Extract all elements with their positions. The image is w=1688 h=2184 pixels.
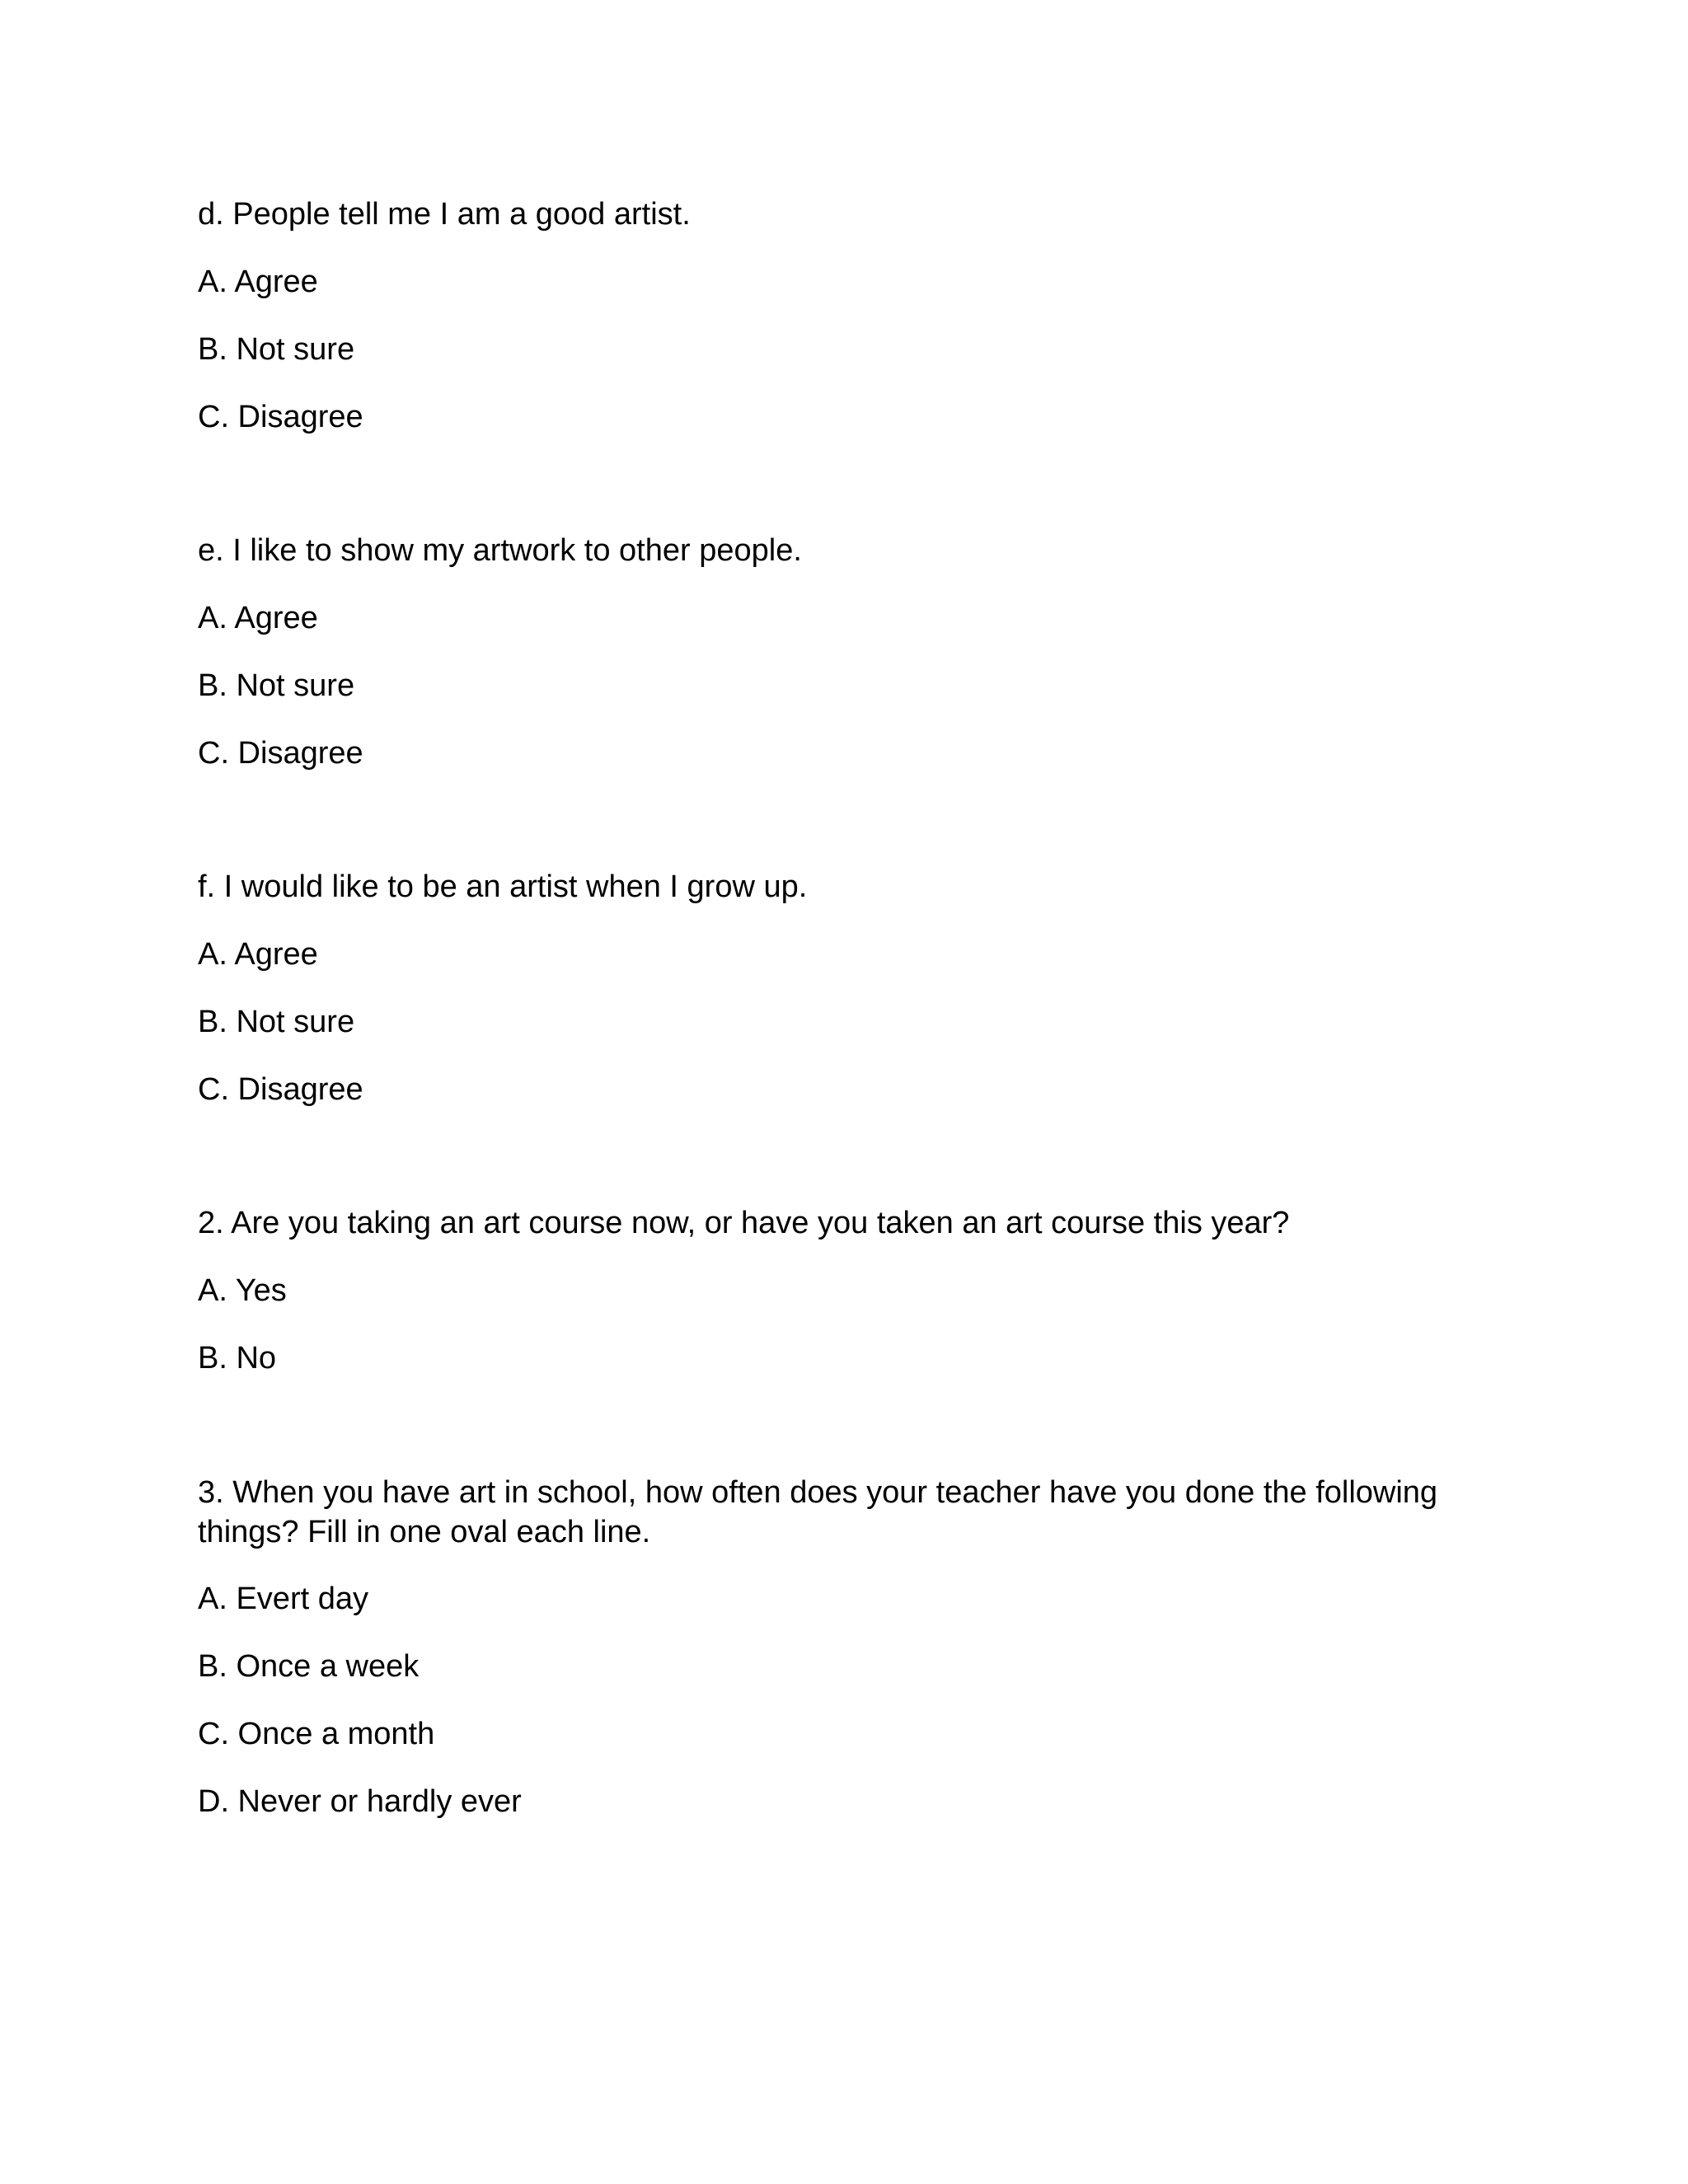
question-e-option-a: A. Agree bbox=[198, 601, 318, 635]
question-3-option-d: D. Never or hardly ever bbox=[198, 1784, 522, 1819]
question-2-option-b: B. No bbox=[198, 1341, 277, 1376]
question-3-option-c: C. Once a month bbox=[198, 1717, 435, 1751]
question-2-option-a: A. Yes bbox=[198, 1273, 287, 1308]
question-e-prompt: e. I like to show my artwork to other people. bbox=[198, 533, 802, 568]
question-d-option-c: C. Disagree bbox=[198, 400, 363, 434]
question-f-option-c: C. Disagree bbox=[198, 1072, 363, 1107]
question-3-option-a: A. Evert day bbox=[198, 1582, 368, 1616]
question-f-prompt: f. I would like to be an artist when I grow up. bbox=[198, 869, 808, 904]
question-f-option-a: A. Agree bbox=[198, 937, 318, 972]
question-d-option-b: B. Not sure bbox=[198, 332, 355, 367]
question-d-prompt: d. People tell me I am a good artist. bbox=[198, 197, 691, 232]
question-f-option-b: B. Not sure bbox=[198, 1005, 355, 1039]
question-d-option-a: A. Agree bbox=[198, 265, 318, 299]
question-3-prompt: 3. When you have art in school, how often does your teacher have you done the following things? Fill in one oval each line. bbox=[198, 1475, 1438, 1549]
question-3-option-b: B. Once a week bbox=[198, 1649, 420, 1684]
question-e-option-b: B. Not sure bbox=[198, 668, 355, 703]
question-e-option-c: C. Disagree bbox=[198, 736, 363, 771]
question-2-prompt: 2. Are you taking an art course now, or have you taken an art course this year? bbox=[198, 1206, 1290, 1240]
